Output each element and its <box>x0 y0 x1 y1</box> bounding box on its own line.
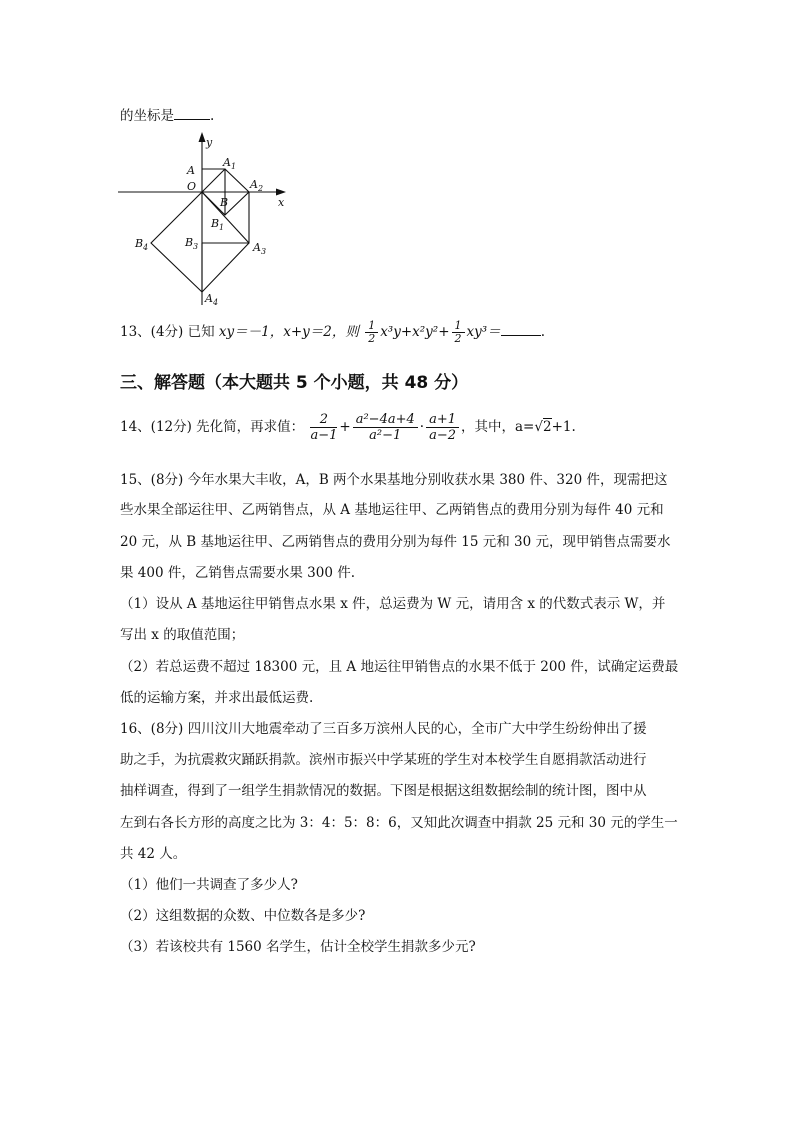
svg-text:1: 1 <box>231 162 237 171</box>
svg-text:2: 2 <box>258 184 264 193</box>
sqrt-sign: √ <box>534 419 543 435</box>
label-A: A <box>187 164 195 177</box>
section-title: 三、解答题（本大题共 5 个小题，共 48 分） <box>120 373 469 393</box>
question-15-sub1-line-1: （1）设从 A 基地运往甲销售点水果 x 件，总运费为 W 元，请用含 x 的代数式表示 W，并 <box>120 596 666 612</box>
intro-line: 的坐标是 . <box>120 108 215 124</box>
question-15-line-4: 果 400 件，乙销售点需要水果 300 件. <box>120 565 355 581</box>
question-16-sub2: （2）这组数据的众数、中位数各是多少? <box>120 908 366 924</box>
question-15-line-3: 20 元，从 B 基地运往甲、乙两销售点的费用分别为每件 15 元和 30 元，现甲销售点需要水 <box>120 534 671 550</box>
answer-blank <box>174 107 210 120</box>
fraction-3: $\frac{a+1}{a-2}$ <box>426 412 459 443</box>
fraction-half-1: $\frac{1}{2}$ <box>365 320 378 345</box>
fraction-1: $\frac{2}{a-1}$ <box>310 412 338 443</box>
label-A4: A <box>205 292 213 305</box>
svg-text:3: 3 <box>193 242 199 251</box>
question-15-sub2-line-1: （2）若总运费不超过 18300 元，且 A 地运往甲销售点的水果不低于 200 件，试确定运费最 <box>120 659 679 675</box>
question-16-sub3: （3）若该校共有 1560 名学生，估计全校学生捐款多少元? <box>120 939 476 955</box>
question-14: 14、(12分) 先化简，再求值： $\frac{2}{a-1}$ + $\frac{\text{a²−4a+4}}{\text{a²−1}}$ · $\frac{a+1}{a-2}$ ，其中，a=√2+1. <box>120 412 576 443</box>
label-y: y <box>206 136 213 149</box>
question-15-sub1-line-2: 写出 x 的取值范围； <box>120 627 245 643</box>
label-B4: B <box>135 237 144 250</box>
question-15-sub2-line-2: 低的运输方案，并求出最低运费. <box>120 690 314 706</box>
question-15-line-2: 些水果全部运往甲、乙两销售点，从 A 基地运往甲、乙两销售点的费用分别为每件 40 元和 <box>120 502 664 518</box>
label-B: B <box>220 196 229 209</box>
question-16-line-1: 16、(8分) 四川汶川大地震牵动了三百多万滨州人民的心，全市广大中学生纷纷伸出了援 <box>120 721 647 737</box>
label-A3: A <box>253 241 261 254</box>
question-16-line-4: 左到右各长方形的高度之比为 3：4：5：8：6，又知此次调查中捐款 25 元和 30 元的学生一 <box>120 815 678 831</box>
svg-text:1: 1 <box>219 223 225 232</box>
label-B1: B <box>211 217 220 230</box>
label-x: x <box>278 196 285 209</box>
question-16-sub1: （1）他们一共调查了多少人? <box>120 877 298 893</box>
label-O: O <box>187 180 197 193</box>
svg-text:4: 4 <box>143 243 149 252</box>
svg-text:3: 3 <box>261 247 267 256</box>
question-16-line-2: 助之手，为抗震救灾踊跃捐款。滨州市振兴中学某班的学生对本校学生自愿捐款活动进行 <box>120 752 647 768</box>
label-B3: B <box>185 236 194 249</box>
fraction-half-2: $\frac{1}{2}$ <box>452 320 465 345</box>
question-13: 13、(4分) 已知 xy＝－1，x+y＝2，则 $\frac{1}{2}$ x³y+x²y²+ $\frac{1}{2}$ xy³＝ . <box>120 319 545 345</box>
intro-text: 的坐标是 <box>120 108 174 124</box>
question-16-line-3: 抽样调查，得到了一组学生捐款情况的数据。下图是根据这组数据绘制的统计图，图中从 <box>120 783 647 799</box>
svg-text:4: 4 <box>213 298 219 307</box>
question-16-line-5: 共 42 人。 <box>120 846 187 862</box>
label-A1: A <box>223 156 231 169</box>
fraction-2: $\frac{\text{a²−4a+4}}{\text{a²−1}}$ <box>353 412 418 443</box>
label-A2: A <box>250 178 258 191</box>
question-15-line-1: 15、(8分) 今年水果大丰收，A，B 两个水果基地分别收获水果 380 件、320 件，现需把这 <box>120 472 668 488</box>
answer-blank <box>501 323 541 336</box>
geometry-figure <box>116 130 296 310</box>
